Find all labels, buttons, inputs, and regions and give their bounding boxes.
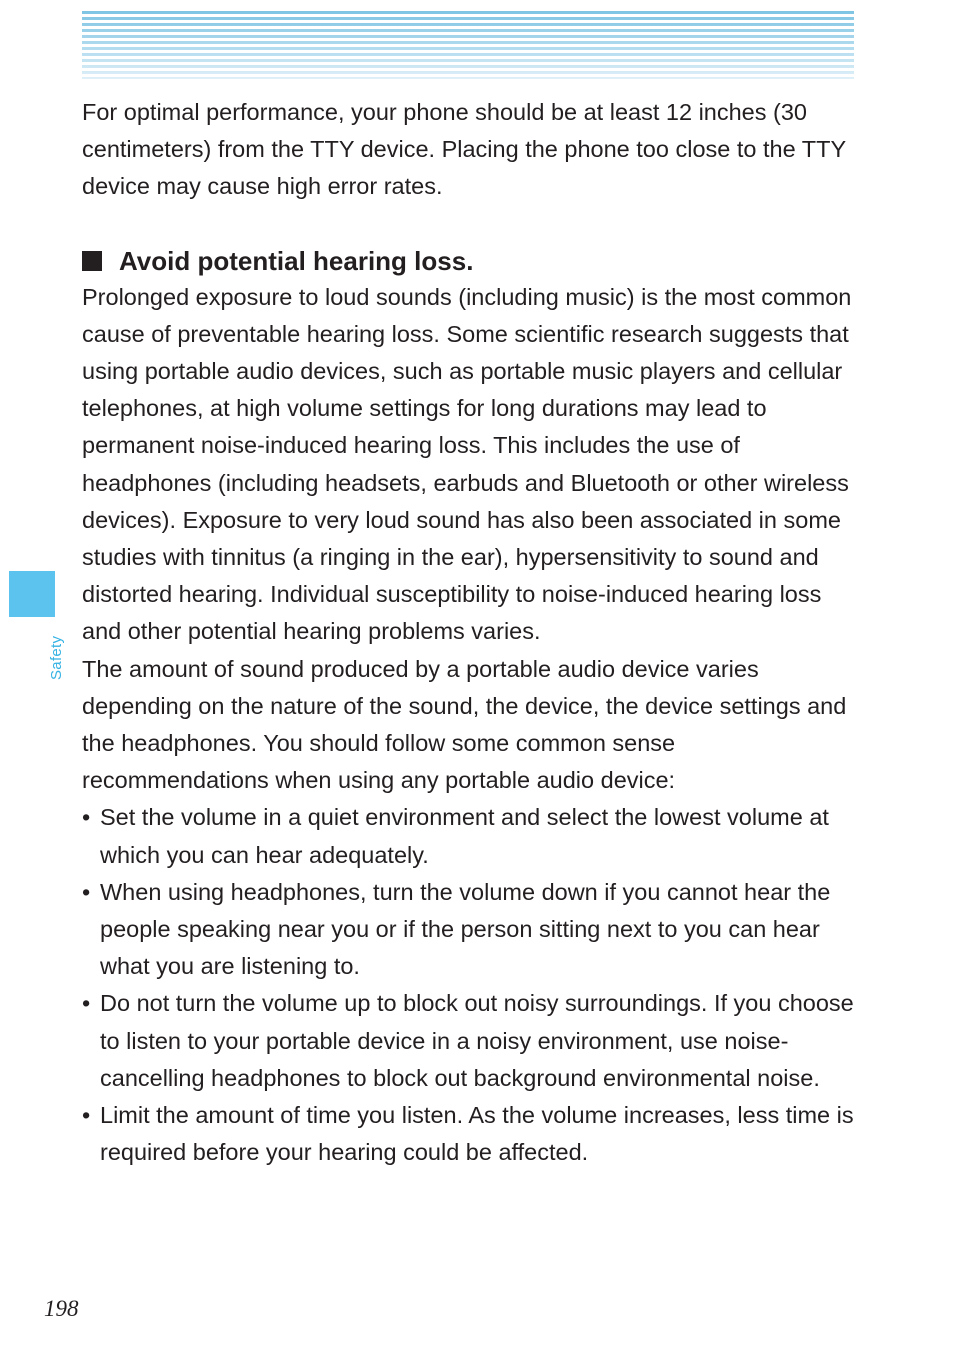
bullet-dot-icon: • xyxy=(82,804,91,831)
recommendation-list xyxy=(82,799,857,1171)
list-item-text: Do not turn the volume up to block out noisy surroundings. If you choose to listen to your portable device in a noisy environment, use noise-cancelling headphones to block out background environmental noise. xyxy=(100,990,854,1091)
body-paragraph-2: The amount of sound produced by a portable audio device varies depending on the nature of the sound, the device, the device settings and the headphones. You should follow some common sense recommendations when using any portable audio device: xyxy=(82,655,847,794)
body-paragraph-1: Prolonged exposure to loud sounds (including music) is the most common cause of preventable hearing loss. Some scientific research suggests that using portable audio devices, such as portable music players and cellular telephones, at high volume settings for long durations may lead to permanent noise-induced hearing loss. This includes the use of headphones (including headsets, earbuds and Bluetooth or other wireless devices). Exposure to very loud sound has also been associated in some studies with tinnitus (a ringing in the ear), hypersensitivity to sound and distorted hearing. Individual susceptibility to noise-induced hearing loss and other potential hearing problems varies. xyxy=(82,283,852,645)
section-heading xyxy=(82,243,857,279)
square-bullet-icon xyxy=(82,251,102,271)
header-band xyxy=(82,11,854,79)
bullet-dot-icon: • xyxy=(82,990,91,1017)
list-item-text: Limit the amount of time you listen. As the volume increases, less time is required before your hearing could be affected. xyxy=(100,1102,854,1166)
list-item-text: Set the volume in a quiet environment and select the lowest volume at which you can hear adequately. xyxy=(100,804,829,868)
list-item xyxy=(82,985,857,1097)
side-tab xyxy=(9,571,55,617)
list-item-text: When using headphones, turn the volume down if you cannot hear the people speaking near you or if the person sitting next to you can hear what you are listening to. xyxy=(100,878,831,980)
list-item xyxy=(82,1097,857,1171)
bullet-dot-icon: • xyxy=(82,1102,91,1129)
page-content xyxy=(82,94,857,1171)
list-item xyxy=(82,799,857,873)
page-number: 198 xyxy=(44,1296,79,1321)
intro-paragraph: For optimal performance, your phone should be at least 12 inches (30 centimeters) from the TTY device. Placing the phone too close to the TTY device may cause high error rates. xyxy=(82,99,846,200)
side-tab-label: Safety xyxy=(48,635,65,680)
section-heading-text: Avoid potential hearing loss. xyxy=(119,245,474,276)
list-item xyxy=(82,874,857,986)
bullet-dot-icon: • xyxy=(82,878,91,905)
